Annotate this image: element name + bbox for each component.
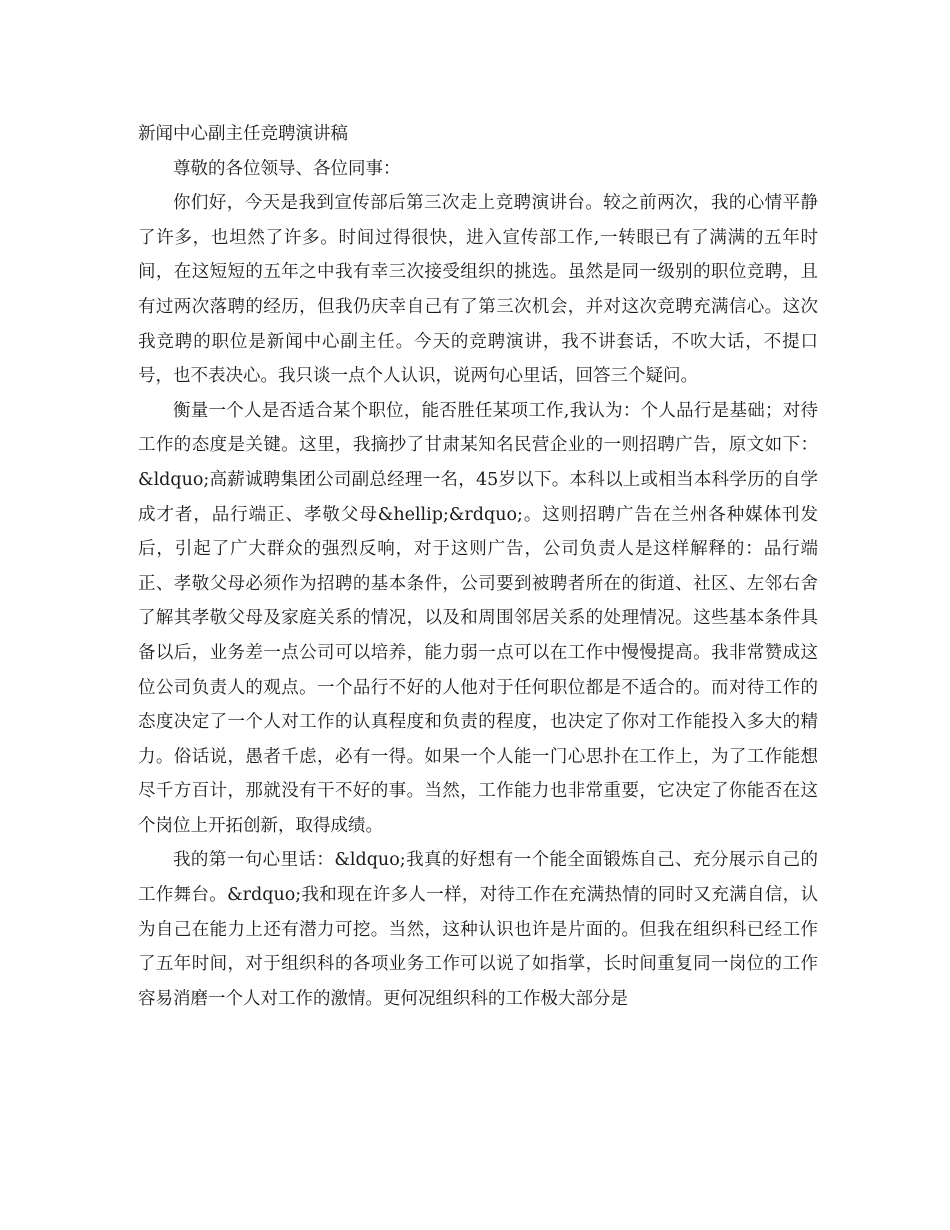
salutation: 尊敬的各位领导、各位同事： (173, 158, 401, 179)
document-body (138, 117, 818, 1016)
paragraph-1: 你们好，今天是我到宣传部后第三次走上竞聘演讲台。较之前两次，我的心情平静了许多，也坦然了许多。时间过得很快，进入宣传部工作,一转眼已有了满满的五年时间，在这短短的五年之中我有幸三次接受组织的挑选。虽然是同一级别的职位竞聘，且有过两次落聘的经历，但我仍庆幸自己有了第三次机会，并对这次竞聘充满信心。这次我竞聘的职位是新闻中心副主任。今天的竞聘演讲，我不讲套话，不吹大话，不提口号，也不表决心。我只谈一点个人认识，说两句心里话，回答三个疑问。 (138, 193, 818, 387)
paragraph-2: 衡量一个人是否适合某个职位，能否胜任某项工作,我认为：个人品行是基础；对待工作的态度是关键。这里，我摘抄了甘肃某知名民营企业的一则招聘广告，原文如下：&ldquo;高薪诚聘集团公司副总经理一名，45岁以下。本科以上或相当本科学历的自学成才者，品行端正、孝敬父母&hellip;&rdquo;。这则招聘广告在兰州各种媒体刊发后，引起了广大群众的强烈反响，对于这则广告，公司负责人是这样解释的：品行端正、孝敬父母必须作为招聘的基本条件，公司要到被聘者所在的街道、社区、左邻右舍了解其孝敬父母及家庭关系的情况，以及和周围邻居关系的处理情况。这些基本条件具备以后，业务差一点公司可以培养，能力弱一点可以在工作中慢慢提高。我非常赞成这位公司负责人的观点。一个品行不好的人他对于任何职位都是不适合的。而对待工作的态度决定了一个人对工作的认真程度和负责的程度，也决定了你对工作能投入多大的精力。俗话说，愚者千虑，必有一得。如果一个人能一门心思扑在工作上，为了工作能想尽千方百计，那就没有干不好的事。当然，工作能力也非常重要，它决定了你能否在这个岗位上开拓创新，取得成绩。 (138, 400, 818, 836)
paragraph-3: 我的第一句心里话：&ldquo;我真的好想有一个能全面锻炼自己、充分展示自己的工作舞台。&rdquo;我和现在许多人一样，对待工作在充满热情的同时又充满自信，认为自己在能力上还有潜力可挖。当然，这种认识也许是片面的。但我在组织科已经工作了五年时间，对于组织科的各项业务工作可以说了如指掌，长时间重复同一岗位的工作容易消磨一个人对工作的激情。更何况组织科的工作极大部分是 (138, 850, 818, 1009)
document-title: 新闻中心副主任竞聘演讲稿 (138, 124, 348, 144)
